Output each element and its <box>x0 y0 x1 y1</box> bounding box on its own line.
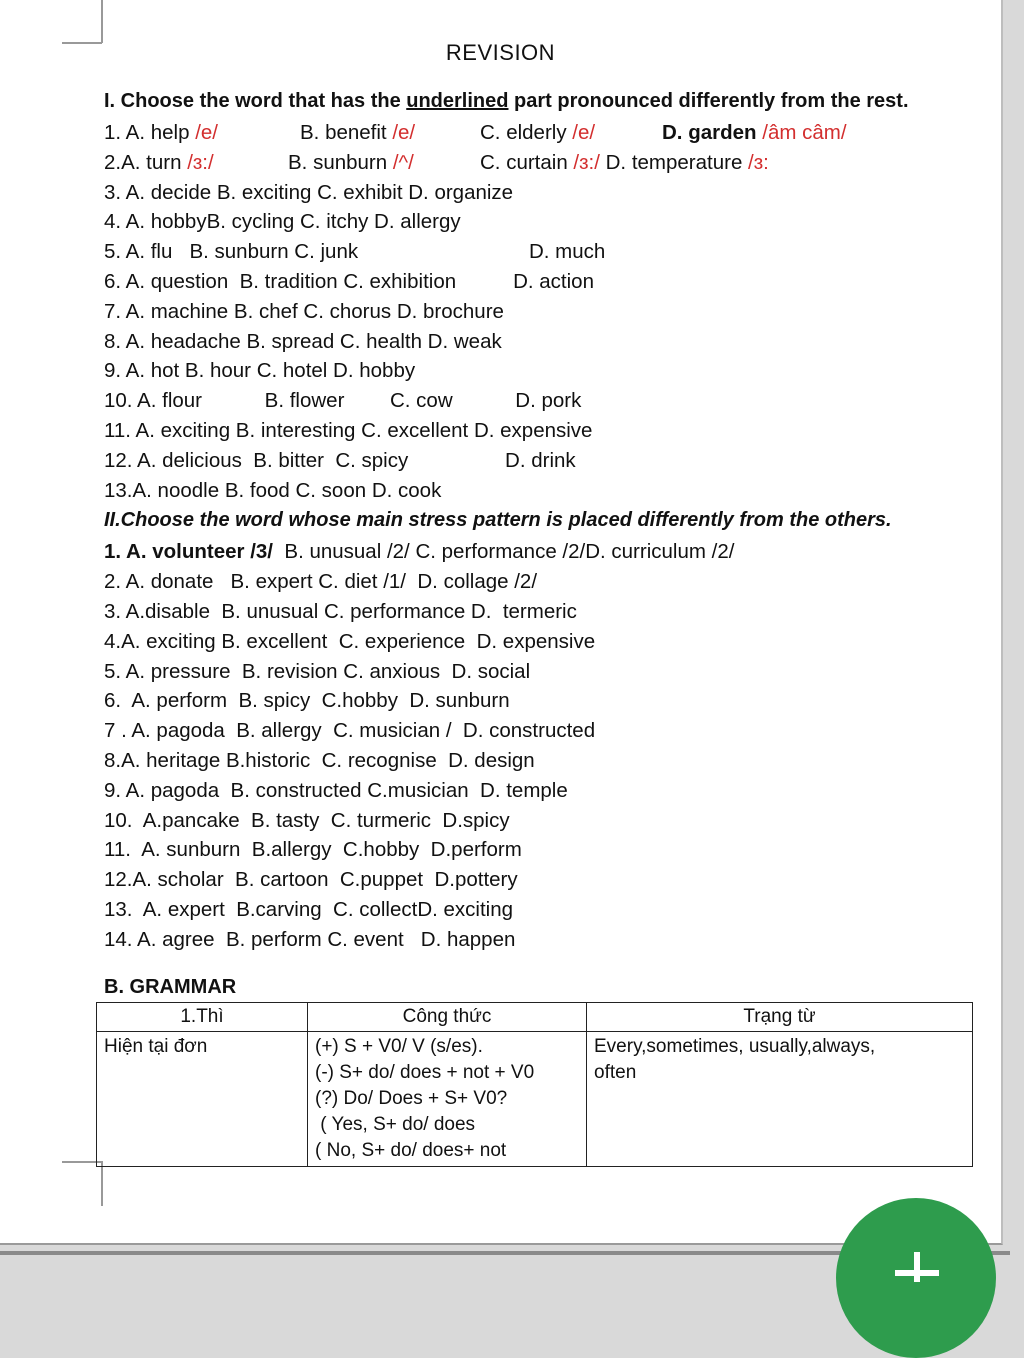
question-line: 8. A. headache B. spread C. health D. weak <box>104 329 502 353</box>
question-line: 8.A. heritage B.historic C. recognise D. design <box>104 748 535 772</box>
question-line: 1. A. help /e/ B. benefit /e/ C. elderly /e/ D. garden /âm câm/ <box>104 121 847 144</box>
question-line: 7 . A. pagoda B. allergy C. musician / D. constructed <box>104 719 596 743</box>
question-line: 6. A. perform B. spicy C.hobby D. sunburn <box>104 689 510 713</box>
question-line: 11. A. sunburn B.allergy C.hobby D.perform <box>104 838 522 862</box>
question-line: 10. A.pancake B. tasty C. turmeric D.spicy <box>104 808 510 832</box>
pronunciation-section <box>104 88 984 955</box>
header-tense: 1.Thì <box>97 1003 308 1032</box>
question-line: 3. A. decide B. exciting C. exhibit D. organize <box>104 180 514 204</box>
question-line: 12. A. delicious B. bitter C. spicy D. drink <box>104 448 576 472</box>
cell-adverbs: Every,sometimes, usually,always, often <box>587 1032 973 1167</box>
question-line: 7. A. machine B. chef C. chorus D. brochure <box>104 299 504 323</box>
table-row <box>97 1032 973 1167</box>
section1-heading: I. Choose the word that has the underlined part pronounced differently from the rest. <box>104 90 909 112</box>
grammar-table <box>96 1002 973 1167</box>
section2-heading: II.Choose the word whose main stress pattern is placed differently from the others. <box>104 509 892 532</box>
cell-formula: (+) S + V0/ V (s/es). (-) S+ do/ does + not + V0 (?) Do/ Does + S+ V0? ( Yes, S+ do/ does ( No, S+ do/ does+ not <box>308 1032 587 1167</box>
crop-mark-top-left-v <box>101 0 103 43</box>
question-line: 12.A. scholar B. cartoon C.puppet D.pottery <box>104 868 518 892</box>
question-line: 11. A. exciting B. interesting C. excellent D. expensive <box>104 418 593 442</box>
question-line: 14. A. agree B. perform C. event D. happen <box>104 927 516 951</box>
question-line: 13. A. expert B.carving C. collectD. exciting <box>104 897 514 921</box>
question-line: 3. A.disable B. unusual C. performance D. termeric <box>104 599 577 623</box>
table-header-row <box>97 1003 973 1032</box>
cell-tense: Hiện tại đơn <box>97 1032 308 1167</box>
question-line: 5. A. flu B. sunburn C. junk D. much <box>104 240 606 264</box>
question-line: 2. A. donate B. expert C. diet /1/ D. collage /2/ <box>104 570 538 594</box>
crop-mark-bottom-left-v <box>101 1161 103 1206</box>
question-line: 5. A. pressure B. revision C. anxious D. social <box>104 659 531 683</box>
question-line: 9. A. pagoda B. constructed C.musician D. temple <box>104 778 568 802</box>
header-adverbs: Trạng từ <box>587 1003 973 1032</box>
question-line: 10. A. flour B. flower C. cow D. pork <box>104 389 582 413</box>
question-line: 2.A. turn /ɜ:/ B. sunburn /^/ C. curtain /ɜ:/ D. temperature /ɜ: <box>104 150 769 174</box>
question-line: 13.A. noodle B. food C. soon D. cook <box>104 478 442 502</box>
question-line: 4.A. exciting B. excellent C. experience D. expensive <box>104 629 596 653</box>
header-formula: Công thức <box>308 1003 587 1032</box>
grammar-heading: B. GRAMMAR <box>104 976 237 998</box>
question-line: 9. A. hot B. hour C. hotel D. hobby <box>104 359 416 383</box>
question-line: 6. A. question B. tradition C. exhibition D. action <box>104 269 594 293</box>
question-line: 1. A. volunteer /3/ B. unusual /2/ C. performance /2/D. curriculum /2/ <box>104 540 735 564</box>
question-line: 4. A. hobbyB. cycling C. itchy D. allergy <box>104 210 461 234</box>
plus-icon-vertical <box>914 1252 920 1282</box>
page-title: REVISION <box>445 40 556 65</box>
